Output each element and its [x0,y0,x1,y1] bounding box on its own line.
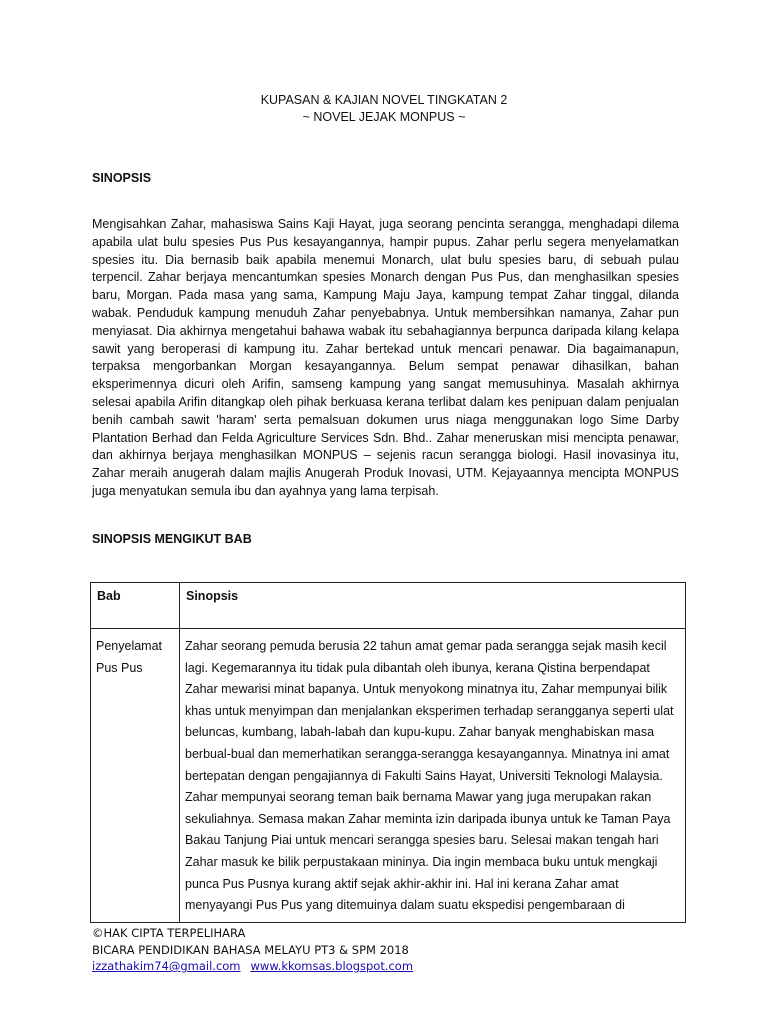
footer-contacts [92,958,413,975]
page-footer [92,925,413,975]
footer-publication: BICARA PENDIDIKAN BAHASA MELAYU PT3 & SPM 2018 [92,942,409,957]
chapter-synopsis-table [90,582,686,923]
table-row [91,629,686,923]
email-link[interactable]: izzathakim74@gmail.com [92,959,241,973]
document-title: KUPASAN & KAJIAN NOVEL TINGKATAN 2 [260,93,508,107]
synopsis-paragraph: Mengisahkan Zahar, mahasiswa Sains Kaji Hayat, juga seorang pencinta serangga, menghadapi dilema apabila ulat bulu spesies Pus Pus kesayangannya, hampir pupus. Zahar perlu segera menyelamatkan spesies itu. Dia bernasib baik apabila menemui Monarch, ulat bulu spesies baru, di sebuah pulau terpencil. Zahar berjaya mencantumkan spesies Monarch dengan Pus Pus, dan menghasilkan spesies baru, Morgan. Pada masa yang sama, Kampung Maju Jaya, kampung tempat Zahar tinggal, dilanda wabak. Penduduk kampung menuduh Zahar penyebabnya. Untuk membersihkan namanya, Zahar pun menyiasat. Dia akhirnya mengetahui bahawa wabak itu sebahagiannya berpunca daripada kilang kelapa sawit yang beroperasi di kampung itu. Zahar bertekad untuk mencari penawar. Dia bagaimanapun, terpaksa mengorbankan Morgan kesayangannya. Belum sempat penawar dihasilkan, bahan eksperimennya dicuri oleh Arifin, samseng kampung yang sangat memusuhinya. Masalah akhirnya selesai apabila Arifin ditangkap oleh pihak berkuasa kerana terlibat dalam kes penipuan dalam penjualan benih cambah sawit 'haram' serta pemalsuan dokumen urus niaga menggunakan logo Sime Darby Plantation Berhad dan Felda Agriculture Services Sdn. Bhd.. Zahar meneruskan misi mencipta penawar, dan akhirnya berjaya menghasilkan MONPUS – sejenis racun serangga biologi. Hasil inovasinya itu, Zahar meraih anugerah dalam majlis Anugerah Produk Inovasi, UTM. Kejayaannya mencipta MONPUS juga menyatukan semula ibu dan ayahnya yang lama terpisah. [92,217,679,498]
chapter-synopsis-text [185,636,680,922]
column-header-bab: Bab [91,583,180,629]
column-header-sinopsis: Sinopsis [180,583,686,629]
copyright-notice: ©HAK CIPTA TERPELIHARA [92,926,246,940]
table-header-row [91,583,686,629]
chapter-paragraph: Zahar seorang pemuda berusia 22 tahun amat gemar pada serangga sejak masih kecil lagi. Kegemarannya itu tidak pula dibantah oleh ibunya, kerana Qistina berpendapat Zahar mewarisi minat bapanya. Untuk menyokong minatnya itu, Zahar mempunyai bilik khas untuk menyimpan dan menjalankan eksperimen terhadap serangganya seperti ulat beluncas, kumbang, labah-labah dan kupu-kupu. Zahar banyak menghabiskan masa berbual-bual dan memerhatikan serangga-serangga kesayangannya. Minatnya ini amat bertepatan dengan pengajiannya di Fakulti Sains Hayat, Universiti Teknologi Malaysia. [185,639,674,783]
blog-link[interactable]: www.kkomsas.blogspot.com [250,959,414,973]
document-subtitle: ~ NOVEL JEJAK MONPUS ~ [302,110,466,124]
chapter-synopsis-heading: SINOPSIS MENGIKUT BAB [92,532,252,546]
chapter-synopsis-cell [180,629,686,923]
chapter-paragraph: Zahar mempunyai seorang teman baik bernama Mawar yang juga merupakan rakan sekuliahnya. Semasa makan Zahar meminta izin daripada ibunya untuk ke Taman Paya Bakau Tanjung Piai untuk mencari serangga spesies baru. Selesai makan tengah hari Zahar masuk ke bilik perpustakaan mininya. Dia ingin membaca buku untuk mengkaji punca Pus Pusnya kurang aktif sejak akhir-akhir ini. Hal ini kerana Zahar amat menyayangi Pus Pus yang ditemuinya dalam suatu ekspedisi pengembaraan di [185,790,671,913]
synopsis-heading: SINOPSIS [92,171,152,185]
chapter-name-cell: Penyelamat Pus Pus [91,629,180,923]
